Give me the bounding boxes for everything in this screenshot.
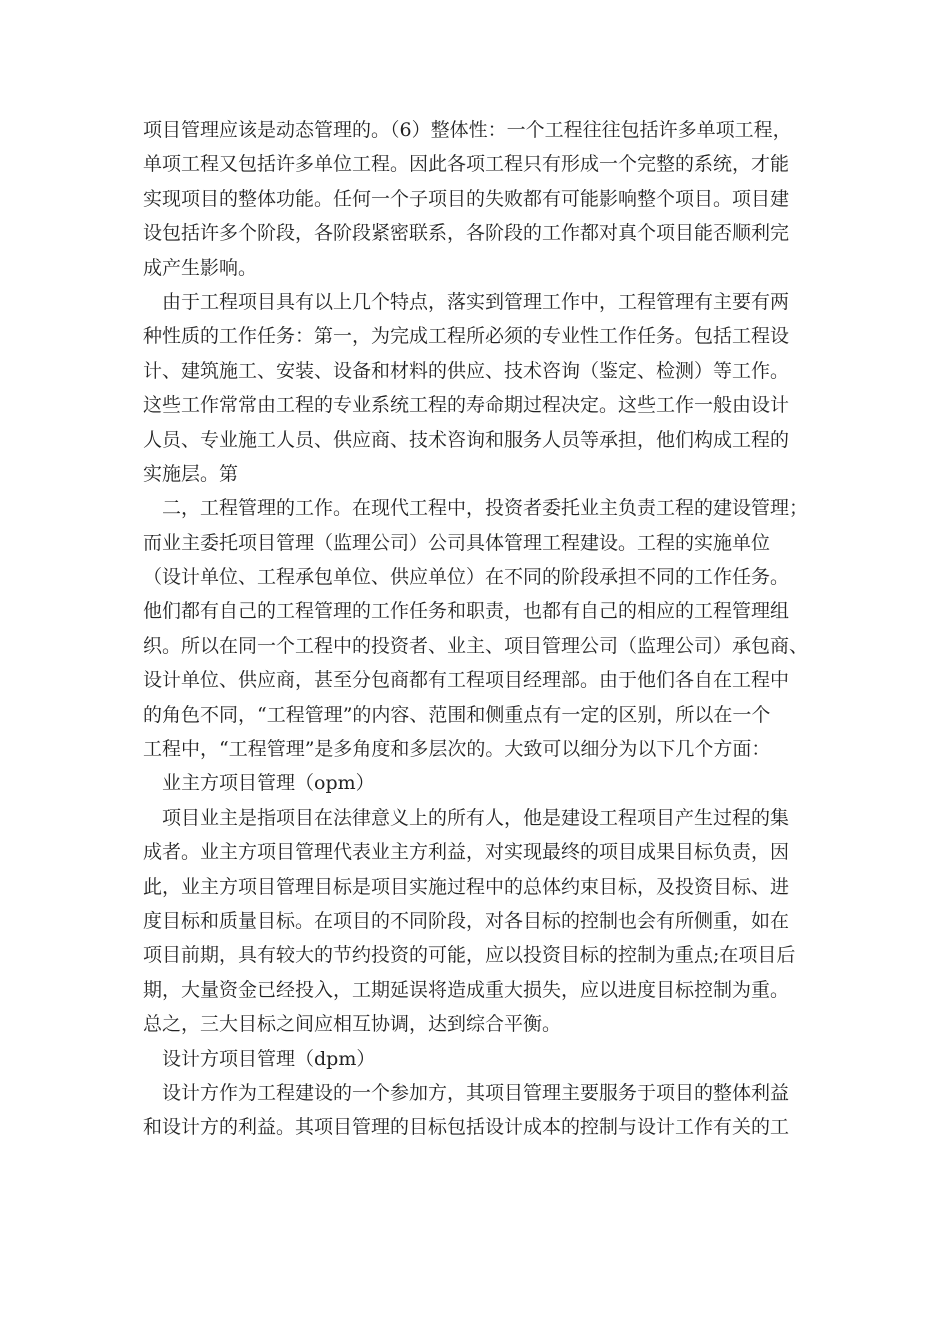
text-line: 成者。业主方项目管理代表业主方利益，对实现最终的项目成果目标负责，因	[143, 841, 790, 864]
text-line: 织。所以在同一个工程中的投资者、业主、项目管理公司（监理公司）承包商、	[143, 634, 809, 657]
text-line: 设包括许多个阶段，各阶段紧密联系，各阶段的工作都对真个项目能否顺利完	[143, 222, 790, 245]
text-line: （设计单位、工程承包单位、供应单位）在不同的阶段承担不同的工作任务。	[143, 566, 790, 589]
text-line: 工程中，“工程管理”是多角度和多层次的。大致可以细分为以下几个方面：	[143, 738, 771, 761]
text-line: 和设计方的利益。其项目管理的目标包括设计成本的控制与设计工作有关的工	[143, 1116, 790, 1139]
text-line: 设计方项目管理（dpm）	[162, 1047, 376, 1070]
text-line: 成产生影响。	[143, 256, 258, 279]
text-line: 设计单位、供应商，甚至分包商都有工程项目经理部。由于他们各自在工程中	[143, 669, 790, 692]
text-line: 的角色不同，“工程管理”的内容、范围和侧重点有一定的区别，所以在一个	[143, 703, 771, 726]
text-line: 他们都有自己的工程管理的工作任务和职责，也都有自己的相应的工程管理组	[143, 600, 790, 623]
text-line: 单项工程又包括许多单位工程。因此各项工程只有形成一个完整的系统，才能	[143, 153, 790, 176]
text-line: 实施层。第	[143, 462, 239, 485]
text-line: 而业主委托项目管理（监理公司）公司具体管理工程建设。工程的实施单位	[143, 531, 771, 554]
text-line: 种性质的工作任务：第一，为完成工程所必须的专业性工作任务。包括工程设	[143, 325, 790, 348]
text-line: 设计方作为工程建设的一个参加方，其项目管理主要服务于项目的整体利益	[162, 1081, 790, 1104]
text-line: 总之，三大目标之间应相互协调，达到综合平衡。	[143, 1013, 562, 1036]
text-line: 项目前期，具有较大的节约投资的可能，应以投资目标的控制为重点;在项目后	[143, 944, 796, 967]
text-line: 实现项目的整体功能。任何一个子项目的失败都有可能影响整个项目。项目建	[143, 187, 790, 210]
text-line: 期，大量资金已经投入，工期延误将造成重大损失，应以进度目标控制为重。	[143, 978, 790, 1001]
text-line: 业主方项目管理（opm）	[162, 772, 375, 795]
text-line: 二，工程管理的工作。在现代工程中，投资者委托业主负责工程的建设管理；	[162, 497, 809, 520]
text-line: 计、建筑施工、安装、设备和材料的供应、技术咨询（鉴定、检测）等工作。	[143, 359, 790, 382]
text-line: 项目业主是指项目在法律意义上的所有人，他是建设工程项目产生过程的集	[162, 806, 790, 829]
text-line: 此，业主方项目管理目标是项目实施过程中的总体约束目标，及投资目标、进	[143, 875, 790, 898]
text-line: 由于工程项目具有以上几个特点，落实到管理工作中，工程管理有主要有两	[162, 290, 790, 313]
body-text	[143, 113, 823, 1145]
text-line: 这些工作常常由工程的专业系统工程的寿命期过程决定。这些工作一般由设计	[143, 394, 790, 417]
text-line: 项目管理应该是动态管理的。（6）整体性：一个工程往往包括许多单项工程，	[143, 119, 792, 141]
text-line: 度目标和质量目标。在项目的不同阶段，对各目标的控制也会有所侧重，如在	[143, 909, 790, 932]
text-line: 人员、专业施工人员、供应商、技术咨询和服务人员等承担，他们构成工程的	[143, 428, 790, 451]
